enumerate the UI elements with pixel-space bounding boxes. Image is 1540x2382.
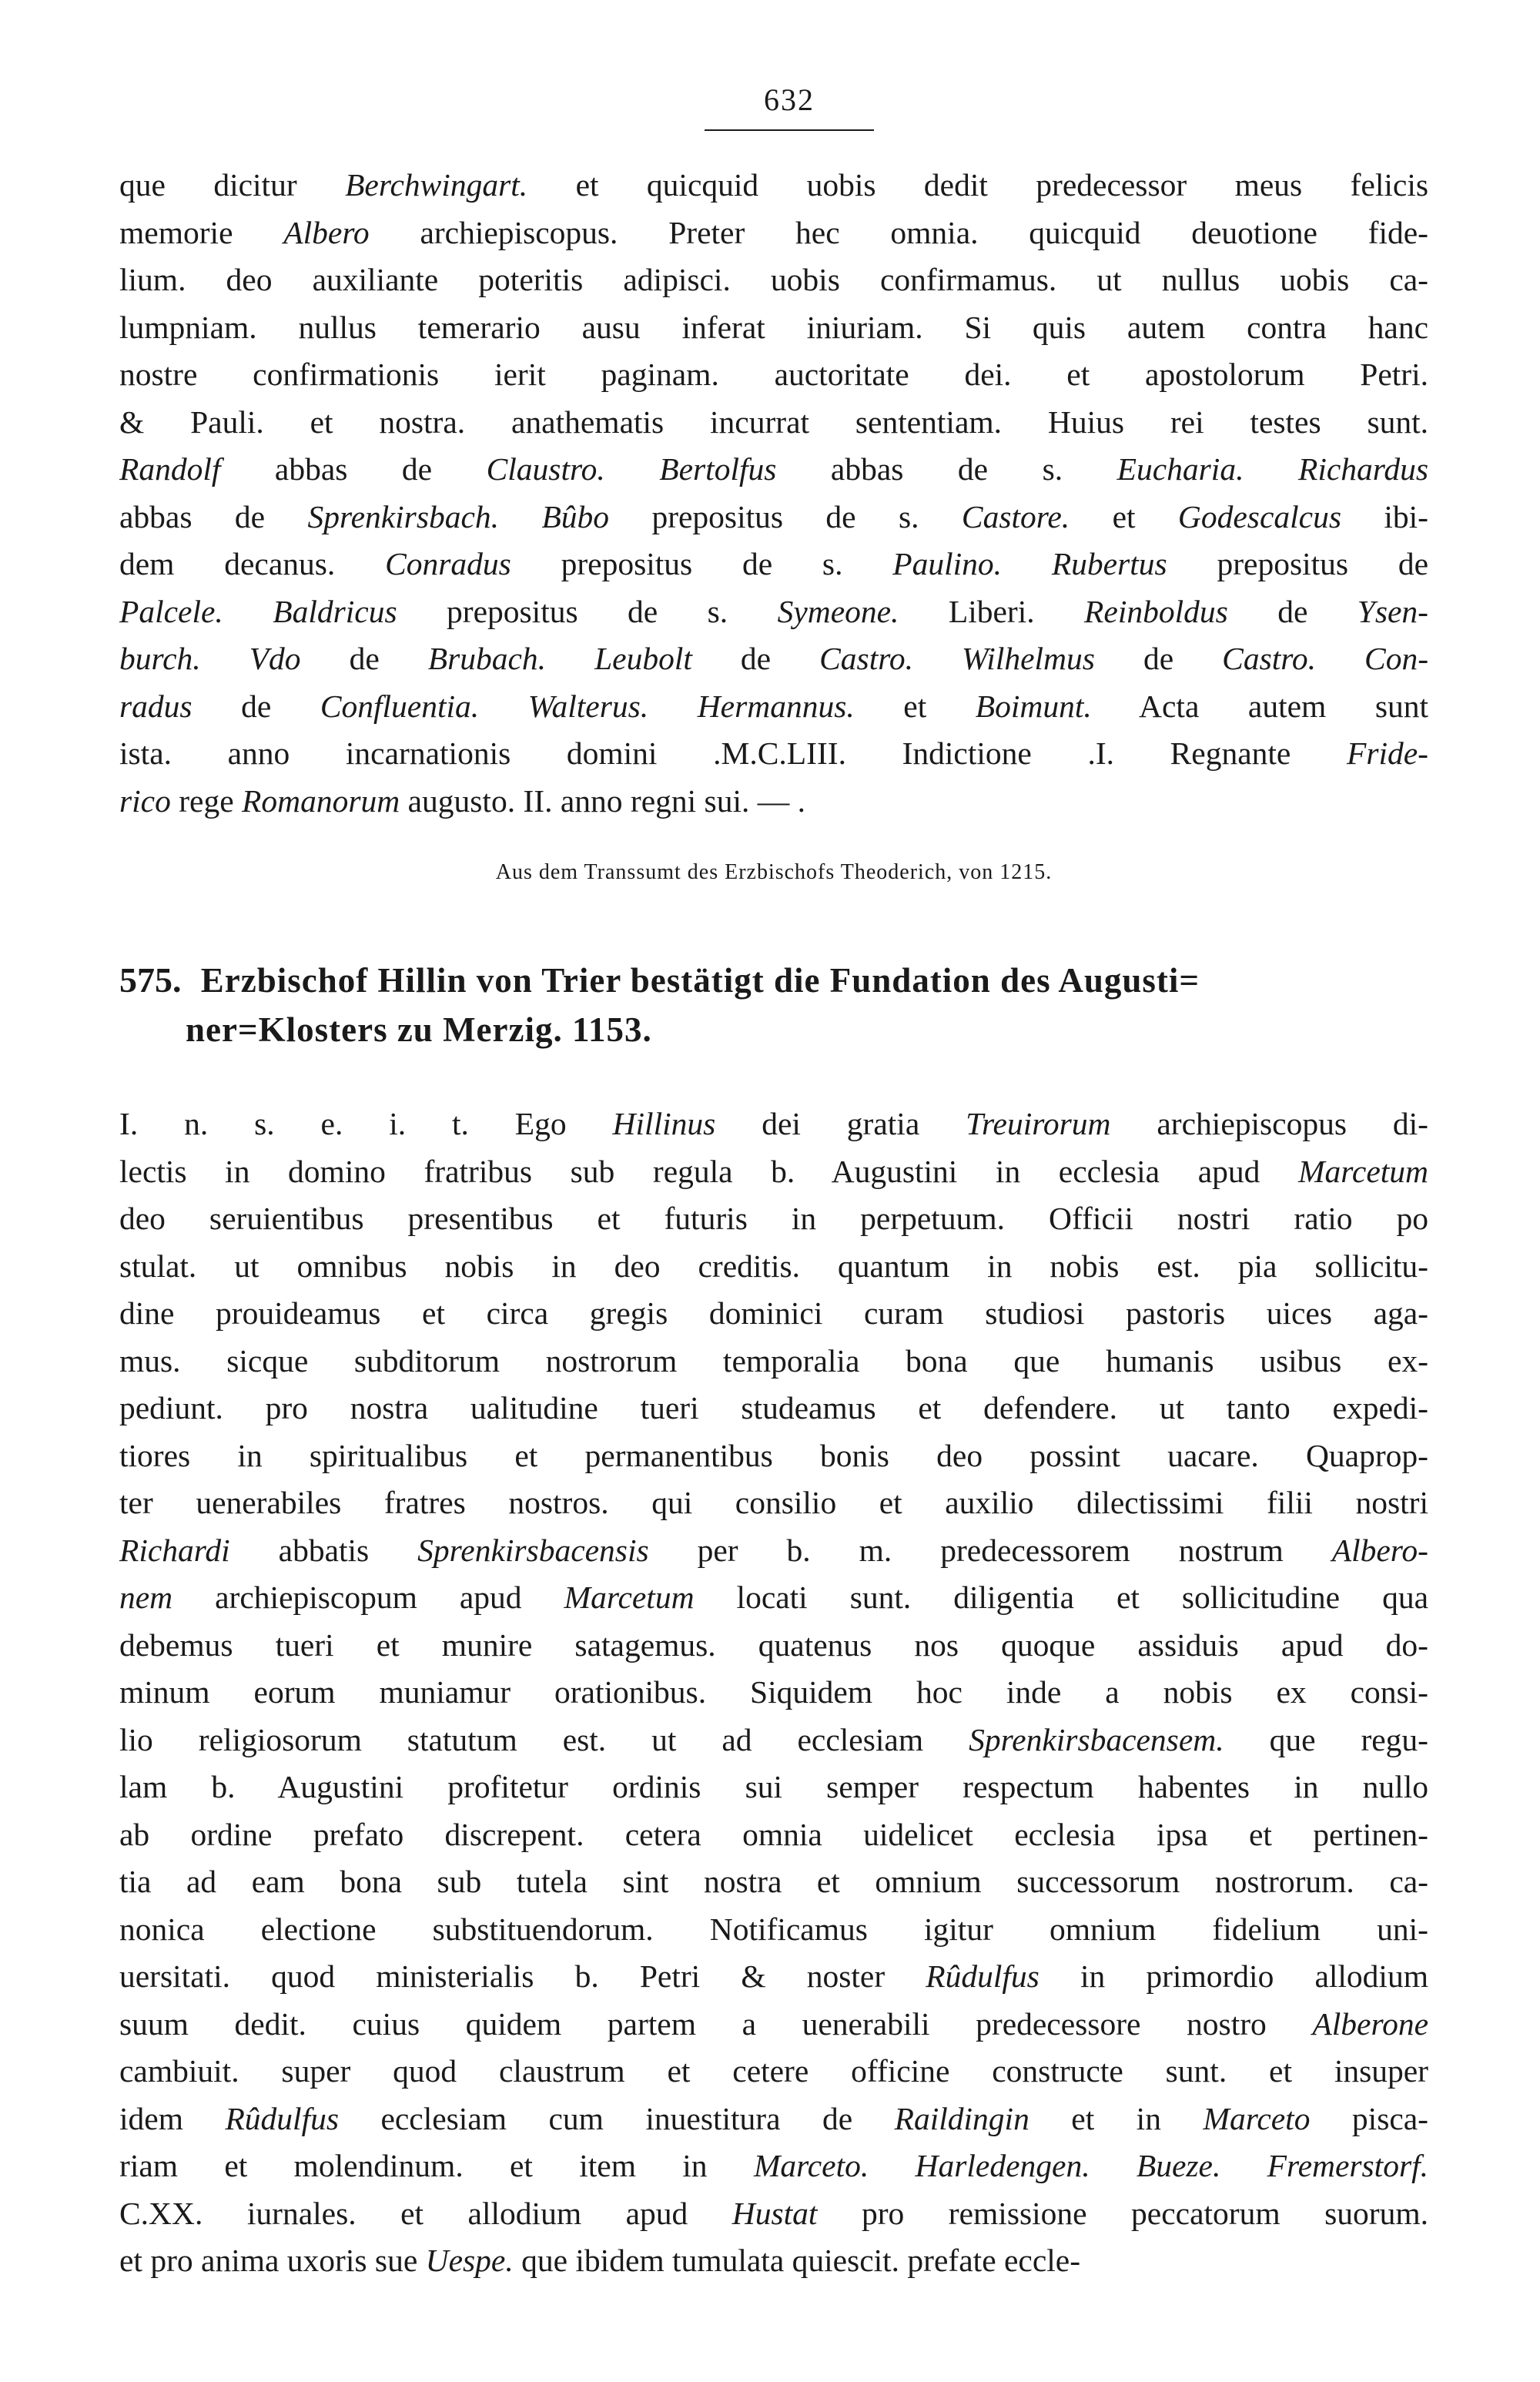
text-segment: de: [300, 641, 428, 676]
text-segment: abbatis: [229, 1532, 418, 1568]
italic-name: Eucharia.: [1116, 451, 1244, 487]
text-segment: pisca-: [1310, 2100, 1429, 2136]
text-line: [119, 162, 1428, 209]
text-segment: [201, 641, 249, 676]
text-line: [119, 2048, 1428, 2096]
text-segment: et: [1070, 498, 1178, 534]
text-segment: [605, 451, 660, 487]
text-line: [119, 2190, 1428, 2238]
text-segment: de: [192, 688, 320, 724]
text-segment: pro remissione peccatorum suorum.: [817, 2195, 1428, 2231]
previous-charter-text: [119, 162, 1428, 825]
text-line: [119, 1574, 1428, 1622]
text-segment: uersitati. quod ministerialis b. Petri & noster: [119, 1958, 926, 1994]
text-segment: ibi-: [1341, 498, 1429, 534]
italic-name: Sprenkirsbach.: [307, 498, 500, 534]
text-segment: tia ad eam bona sub tutela sint nostra et omnium successorum nostrorum. ca-: [119, 1864, 1428, 1899]
text-segment: ista. anno incarnationis domini .M.C.LIII. Indictione .I. Regnante: [119, 735, 1347, 771]
text-segment: de: [1094, 641, 1223, 676]
text-segment: [648, 688, 698, 724]
text-segment: [499, 499, 541, 534]
italic-name: Baldricus: [273, 593, 397, 629]
text-segment: abbas de s.: [776, 451, 1117, 487]
text-segment: que regu-: [1224, 1721, 1429, 1757]
text-segment: [913, 641, 962, 676]
charter-title-line1: Erzbischof Hillin von Trier bestätigt die Fundation des Augusti=: [200, 961, 1200, 1000]
italic-name: Fremerstorf.: [1267, 2148, 1429, 2183]
text-segment: augusto. II. anno regni sui. — .: [400, 782, 805, 819]
italic-name: Albero: [283, 214, 370, 250]
text-segment: et pro anima uxoris sue: [119, 2243, 426, 2278]
text-line: [119, 256, 1428, 304]
text-segment: lio religiosorum statutum est. ut ad ecclesiam: [119, 1721, 969, 1757]
text-line: [119, 588, 1428, 636]
italic-name: Confluentia.: [320, 688, 480, 724]
source-note: Aus dem Transsumt des Erzbischofs Theoderich, von 1215.: [495, 860, 1053, 884]
italic-name: Con-: [1364, 641, 1429, 676]
document-page: [119, 77, 1428, 2285]
text-segment: suum dedit. cuius quidem partem a uenerabili predecessore nostro: [119, 2005, 1313, 2042]
italic-name: burch.: [119, 641, 201, 676]
italic-name: Albero-: [1331, 1532, 1428, 1568]
text-segment: cambiuit. super quod claustrum et cetere officine constructe sunt. et insuper: [119, 2053, 1428, 2089]
text-segment: stulat. ut omnibus nobis in deo creditis. quantum in nobis est. pia sollicitu-: [119, 1248, 1428, 1284]
italic-name: Castro.: [1222, 641, 1317, 676]
italic-name: Raildingin: [894, 2100, 1029, 2136]
italic-name: Hillinus: [612, 1106, 716, 1141]
text-segment: prepositus de s.: [609, 498, 962, 534]
text-segment: [546, 641, 594, 676]
charter-text: [119, 1101, 1428, 2285]
text-segment: locati sunt. diligentia et sollicitudine qua: [694, 1580, 1428, 1615]
italic-name: nem: [119, 1580, 173, 1615]
italic-name: Reinboldus: [1084, 593, 1228, 629]
text-segment: [479, 688, 528, 724]
text-segment: C.XX. iurnales. et allodium apud: [119, 2195, 732, 2231]
italic-name: Castore.: [961, 498, 1070, 534]
italic-name: radus: [119, 688, 192, 724]
italic-name: Brubach.: [427, 641, 547, 676]
text-line: [119, 1906, 1428, 1954]
italic-name: Claustro.: [486, 451, 605, 487]
italic-name: Rûdulfus: [225, 2100, 339, 2136]
italic-name: Ysen-: [1357, 593, 1429, 629]
text-segment: et in: [1029, 2100, 1204, 2136]
text-line: [119, 1195, 1428, 1243]
text-line: [119, 1432, 1428, 1480]
text-segment: mus. sicque subditorum nostrorum temporalia bona que humanis usibus ex-: [119, 1342, 1428, 1379]
text-line: [119, 351, 1428, 399]
text-line: [119, 209, 1428, 257]
text-segment: de: [1227, 593, 1358, 629]
text-segment: per b. m. predecessorem nostrum: [648, 1532, 1332, 1568]
text-segment: Liberi.: [899, 593, 1085, 629]
italic-name: Rubertus: [1051, 546, 1167, 581]
italic-name: Bueze.: [1136, 2148, 1221, 2183]
text-segment: minum eorum muniamur orationibus. Siquidem hoc inde a nobis ex consi-: [119, 1674, 1428, 1710]
text-segment: dei gratia: [715, 1106, 966, 1141]
text-segment: I. n. s. e. i. t. Ego: [119, 1106, 613, 1141]
italic-name: rico: [119, 782, 171, 819]
text-segment: [223, 594, 273, 629]
text-line: [119, 683, 1428, 731]
text-segment: abbas de: [220, 451, 487, 487]
text-segment: archiepiscopus di-: [1110, 1106, 1428, 1141]
text-line: [119, 1811, 1428, 1859]
italic-name: Wilhelmus: [962, 641, 1095, 676]
italic-name: Walterus.: [527, 688, 649, 724]
italic-name: Fride-: [1346, 735, 1428, 771]
text-segment: et quicquid uobis dedit predecessor meus felicis: [527, 167, 1428, 203]
text-segment: abbas de: [119, 498, 308, 534]
charter-year: 1153.: [571, 1010, 652, 1049]
text-segment: deo seruientibus presentibus et futuris in perpetuum. Officii nostri ratio po: [119, 1201, 1428, 1236]
italic-name: Castro.: [819, 641, 913, 676]
text-segment: memorie: [119, 214, 284, 250]
text-line: [119, 494, 1428, 541]
text-line: [119, 1953, 1428, 2001]
text-line: [119, 1338, 1428, 1385]
italic-name: Vdo: [249, 641, 301, 676]
text-line: [119, 635, 1428, 683]
italic-name: Palcele.: [119, 593, 223, 629]
italic-name: Sprenkirsbacensem.: [969, 1721, 1224, 1757]
text-line: [119, 1101, 1428, 1148]
text-segment: que ibidem tumulata quiescit. prefate eccle-: [513, 2243, 1081, 2278]
text-segment: dem decanus.: [119, 546, 386, 581]
italic-name: Rûdulfus: [926, 1958, 1040, 1994]
text-segment: [1316, 641, 1364, 676]
text-line: [119, 1858, 1428, 1906]
text-line: [119, 1385, 1428, 1432]
text-line: [119, 1622, 1428, 1670]
text-segment: debemus tueri et munire satagemus. quatenus nos quoque assiduis apud do-: [119, 1627, 1428, 1663]
text-segment: lumpniam. nullus temerario ausu inferat iniuriam. Si quis autem contra hanc: [119, 309, 1428, 345]
italic-name: Leubolt: [594, 641, 692, 676]
text-segment: Acta autem sunt: [1091, 688, 1429, 724]
italic-name: Marcetum: [1297, 1153, 1428, 1189]
text-segment: & Pauli. et nostra. anathematis incurrat sententiam. Huius rei testes sunt.: [119, 404, 1428, 440]
text-line: [119, 1243, 1428, 1291]
text-segment: dine prouideamus et circa gregis dominici curam studiosi pastoris uices aga-: [119, 1295, 1428, 1331]
text-line: [119, 1479, 1428, 1527]
text-segment: archiepiscopum apud: [172, 1580, 564, 1615]
charter-title-line2: ner=Klosters zu Merzig.: [186, 1010, 563, 1049]
italic-name: Randolf: [119, 451, 221, 487]
page-number: 632: [764, 82, 815, 117]
italic-name: Hermannus.: [697, 688, 855, 724]
text-line: [119, 730, 1428, 778]
italic-name: Treuirorum: [966, 1106, 1111, 1141]
text-segment: lectis in domino fratribus sub regula b. Augustini in ecclesia apud: [119, 1153, 1298, 1189]
text-segment: [1244, 451, 1298, 487]
text-segment: que dicitur: [119, 167, 346, 203]
italic-name: Harledengen.: [915, 2148, 1090, 2183]
text-segment: de: [691, 641, 820, 676]
italic-name: Godescalcus: [1177, 498, 1341, 534]
italic-name: Marcetum: [564, 1580, 695, 1615]
italic-name: Paulino.: [892, 546, 1003, 581]
italic-name: Alberone: [1312, 2005, 1428, 2042]
text-segment: prepositus de s.: [511, 546, 893, 581]
italic-name: Bûbo: [541, 498, 610, 534]
text-segment: archiepiscopus. Preter hec omnia. quicquid deuotione fide-: [369, 214, 1428, 250]
text-line: [119, 1148, 1428, 1196]
italic-name: Romanorum: [242, 782, 400, 819]
charter-heading: [119, 956, 1428, 1054]
text-line: [119, 778, 1428, 826]
text-line: [119, 2096, 1428, 2143]
italic-name: Uespe.: [425, 2243, 514, 2278]
text-line: [119, 2237, 1428, 2285]
text-line: [119, 304, 1428, 352]
italic-name: Berchwingart.: [345, 167, 528, 203]
page-number-rule: [705, 129, 874, 131]
italic-name: Marceto: [1203, 2100, 1311, 2136]
italic-name: Bertolfus: [659, 451, 777, 487]
text-segment: lam b. Augustini profitetur ordinis sui semper respectum habentes in nullo: [119, 1769, 1428, 1804]
text-segment: lium. deo auxiliante poteritis adipisci. uobis confirmamus. ut nullus uobis ca-: [119, 262, 1428, 297]
text-segment: nonica electione substituendorum. Notificamus igitur omnium fidelium uni-: [119, 1911, 1428, 1947]
text-line: [119, 399, 1428, 447]
text-segment: nostre confirmationis ierit paginam. auctoritate dei. et apostolorum Petri.: [119, 357, 1428, 392]
text-segment: riam et molendinum. et item in: [119, 2148, 754, 2183]
text-line: [119, 446, 1428, 494]
text-line: [119, 541, 1428, 588]
text-line: [119, 2001, 1428, 2049]
charter-number: 575.: [119, 960, 182, 1000]
text-line: [119, 1290, 1428, 1338]
text-segment: ter uenerabiles fratres nostros. qui consilio et auxilio dilectissimi filii nostri: [119, 1485, 1428, 1520]
text-segment: ecclesiam cum inuestitura de: [339, 2100, 895, 2136]
text-line: [119, 2142, 1428, 2190]
italic-name: Marceto.: [753, 2148, 869, 2183]
text-segment: idem: [119, 2100, 226, 2136]
italic-name: Richardi: [119, 1532, 230, 1568]
text-segment: [1090, 2148, 1137, 2183]
text-segment: [1002, 546, 1052, 581]
text-line: [119, 1669, 1428, 1717]
text-segment: [869, 2148, 915, 2183]
text-line: [119, 1527, 1428, 1575]
text-line: [119, 1717, 1428, 1764]
text-segment: ab ordine prefato discrepent. cetera omnia uidelicet ecclesia ipsa et pertinen-: [119, 1816, 1428, 1852]
text-segment: et: [854, 688, 976, 724]
text-segment: pediunt. pro nostra ualitudine tueri studeamus et defendere. ut tanto expedi-: [119, 1390, 1428, 1426]
italic-name: Conradus: [385, 546, 511, 581]
italic-name: Boimunt.: [975, 688, 1092, 724]
text-segment: [1220, 2148, 1267, 2183]
text-segment: prepositus de: [1167, 546, 1429, 581]
text-line: [119, 1764, 1428, 1811]
text-segment: prepositus de s.: [397, 593, 778, 629]
text-segment: in primordio allodium: [1039, 1958, 1428, 1994]
text-segment: rege: [170, 782, 243, 819]
italic-name: Sprenkirsbacensis: [417, 1532, 649, 1568]
italic-name: Richardus: [1297, 451, 1429, 487]
text-segment: tiores in spiritualibus et permanentibus bonis deo possint uacare. Quaprop-: [119, 1437, 1428, 1473]
italic-name: Symeone.: [777, 593, 899, 629]
italic-name: Hustat: [732, 2195, 818, 2231]
